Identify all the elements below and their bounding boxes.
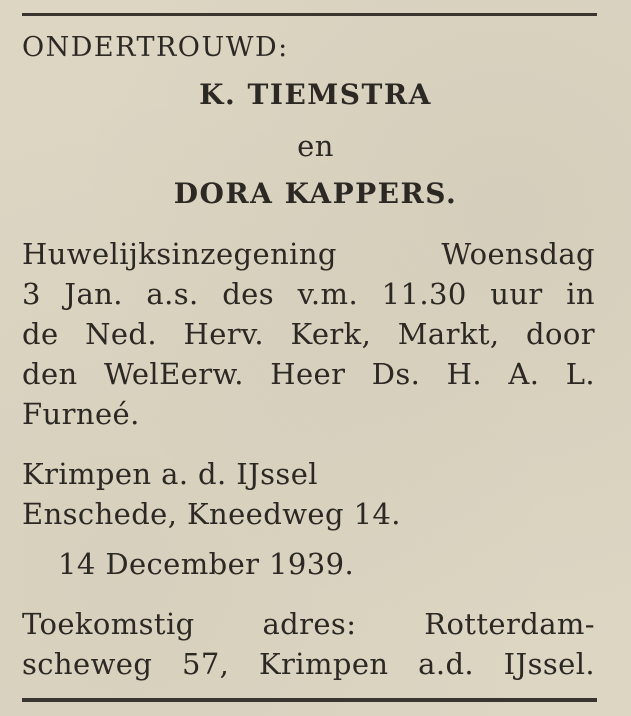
groom-name: K. TIEMSTRA: [199, 78, 432, 111]
date-line: 14 December 1939.: [58, 547, 355, 581]
heading: ONDERTROUWD:: [22, 32, 289, 63]
ceremony-line: Huwelijksinzegening Woensdag: [22, 237, 595, 271]
top-rule: [22, 13, 597, 16]
future-address-line: Toekomstig adres: Rotterdam-: [22, 607, 595, 641]
ceremony-line: de Ned. Herv. Kerk, Markt, door: [22, 317, 595, 351]
ceremony-line: 3 Jan. a.s. des v.m. 11.30 uur in: [22, 277, 595, 311]
ceremony-line: den WelEerw. Heer Ds. H. A. L.: [22, 357, 595, 391]
address-line: Enschede, Kneedweg 14.: [22, 497, 401, 531]
ceremony-line: Furneé.: [22, 397, 140, 431]
conjunction: en: [297, 129, 334, 163]
future-address-line: scheweg 57, Krimpen a.d. IJssel.: [22, 647, 595, 681]
address-line: Krimpen a. d. IJssel: [22, 457, 318, 491]
bride-name: DORA KAPPERS.: [173, 177, 458, 210]
bottom-rule: [22, 698, 597, 702]
